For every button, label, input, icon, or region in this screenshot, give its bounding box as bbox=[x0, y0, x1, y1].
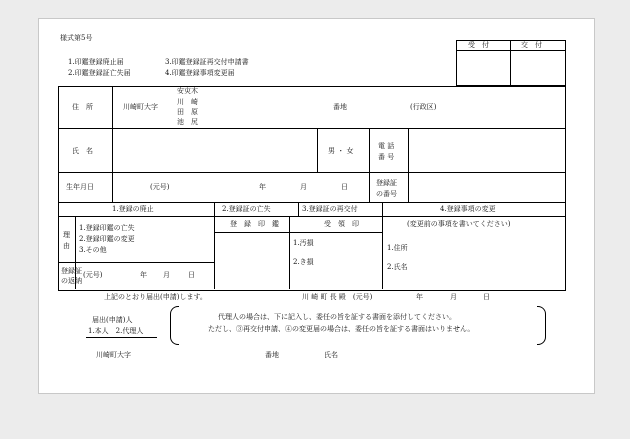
cert-number-label: 登録証 の番号 bbox=[376, 179, 397, 198]
change-item-2: 2.氏名 bbox=[387, 263, 408, 271]
declaration-text: 上記のとおり届出(申請)します。 bbox=[104, 293, 207, 301]
return-month: 月 bbox=[163, 271, 170, 279]
reason-item-2: 2.登録印鑑の変更 bbox=[79, 235, 135, 243]
applicant-title: 届出(申請)人 bbox=[92, 316, 133, 324]
section-4: 4.登録事項の変更 bbox=[440, 205, 496, 213]
reissue-reason-1: 1.汚損 bbox=[293, 239, 314, 247]
receipt-seal-header: 受 領 印 bbox=[324, 220, 359, 228]
date-day: 日 bbox=[483, 293, 490, 301]
reason-label: 理 由 bbox=[63, 231, 70, 250]
birth-year: 年 bbox=[259, 183, 266, 191]
section-2: 2.登録証の亡失 bbox=[222, 205, 271, 213]
footer-banchi: 番地 bbox=[265, 351, 279, 359]
header-item-4: 4.印鑑登録事項変更届 bbox=[165, 69, 235, 77]
agent-note-2: ただし、③再交付申請、④の変更届の場合は、委任の旨を証する書面はいりません。 bbox=[208, 325, 475, 333]
section-3: 3.登録証の再交付 bbox=[302, 205, 358, 213]
birth-month: 月 bbox=[300, 183, 307, 191]
return-label: 登録証 の返納 bbox=[61, 267, 82, 285]
mayor-text: 川 崎 町 長 殿 (元号) bbox=[302, 293, 373, 301]
change-note: (変更前の事項を書いてください) bbox=[407, 220, 511, 228]
return-year: 年 bbox=[140, 271, 147, 279]
address-gyouseiku: (行政区) bbox=[410, 103, 437, 111]
received-label: 受 付 bbox=[468, 41, 489, 49]
return-era: (元号) bbox=[83, 271, 103, 279]
header-item-1: 1.印鑑登録廃止届 bbox=[68, 58, 124, 66]
birth-label: 生年月日 bbox=[66, 183, 94, 191]
district-2: 川 崎 bbox=[177, 98, 198, 106]
reason-item-3: 3.その他 bbox=[79, 246, 107, 254]
form-number: 様式第5号 bbox=[60, 34, 93, 42]
right-bracket bbox=[537, 306, 546, 345]
date-month: 月 bbox=[450, 293, 457, 301]
agent-note-1: 代理人の場合は、下に記入し、委任の旨を証する書面を添付してください。 bbox=[218, 313, 456, 321]
footer-name: 氏名 bbox=[324, 351, 338, 359]
issued-label: 交 付 bbox=[521, 41, 542, 49]
district-1: 安㐪木 bbox=[177, 87, 198, 95]
reissue-reason-2: 2.き損 bbox=[293, 258, 314, 266]
header-item-3: 3.印鑑登録証再交付申請書 bbox=[165, 58, 249, 66]
applicant-options: 1.本人 2.代理人 bbox=[88, 327, 144, 335]
birth-day: 日 bbox=[341, 183, 348, 191]
header-item-2: 2.印鑑登録証亡失届 bbox=[68, 69, 131, 77]
district-4: 池 尻 bbox=[177, 118, 198, 126]
return-day: 日 bbox=[188, 271, 195, 279]
section-1: 1.登録の廃止 bbox=[112, 205, 154, 213]
reason-item-1: 1.登録印鑑の亡失 bbox=[79, 224, 135, 232]
registered-seal-header: 登 録 印 鑑 bbox=[230, 220, 279, 228]
sex-field: 男 ・ 女 bbox=[328, 147, 354, 155]
change-item-1: 1.住所 bbox=[387, 244, 408, 252]
left-bracket bbox=[170, 306, 179, 345]
date-year: 年 bbox=[416, 293, 423, 301]
footer-town: 川崎町大字 bbox=[96, 351, 131, 359]
name-label: 氏 名 bbox=[72, 147, 93, 155]
district-3: 田 原 bbox=[177, 108, 198, 116]
address-banchi: 番地 bbox=[333, 103, 347, 111]
phone-label: 電 話 番 号 bbox=[378, 142, 395, 161]
birth-era: (元号) bbox=[150, 183, 170, 191]
address-town: 川崎町大字 bbox=[123, 103, 158, 111]
address-label: 住 所 bbox=[72, 103, 93, 111]
